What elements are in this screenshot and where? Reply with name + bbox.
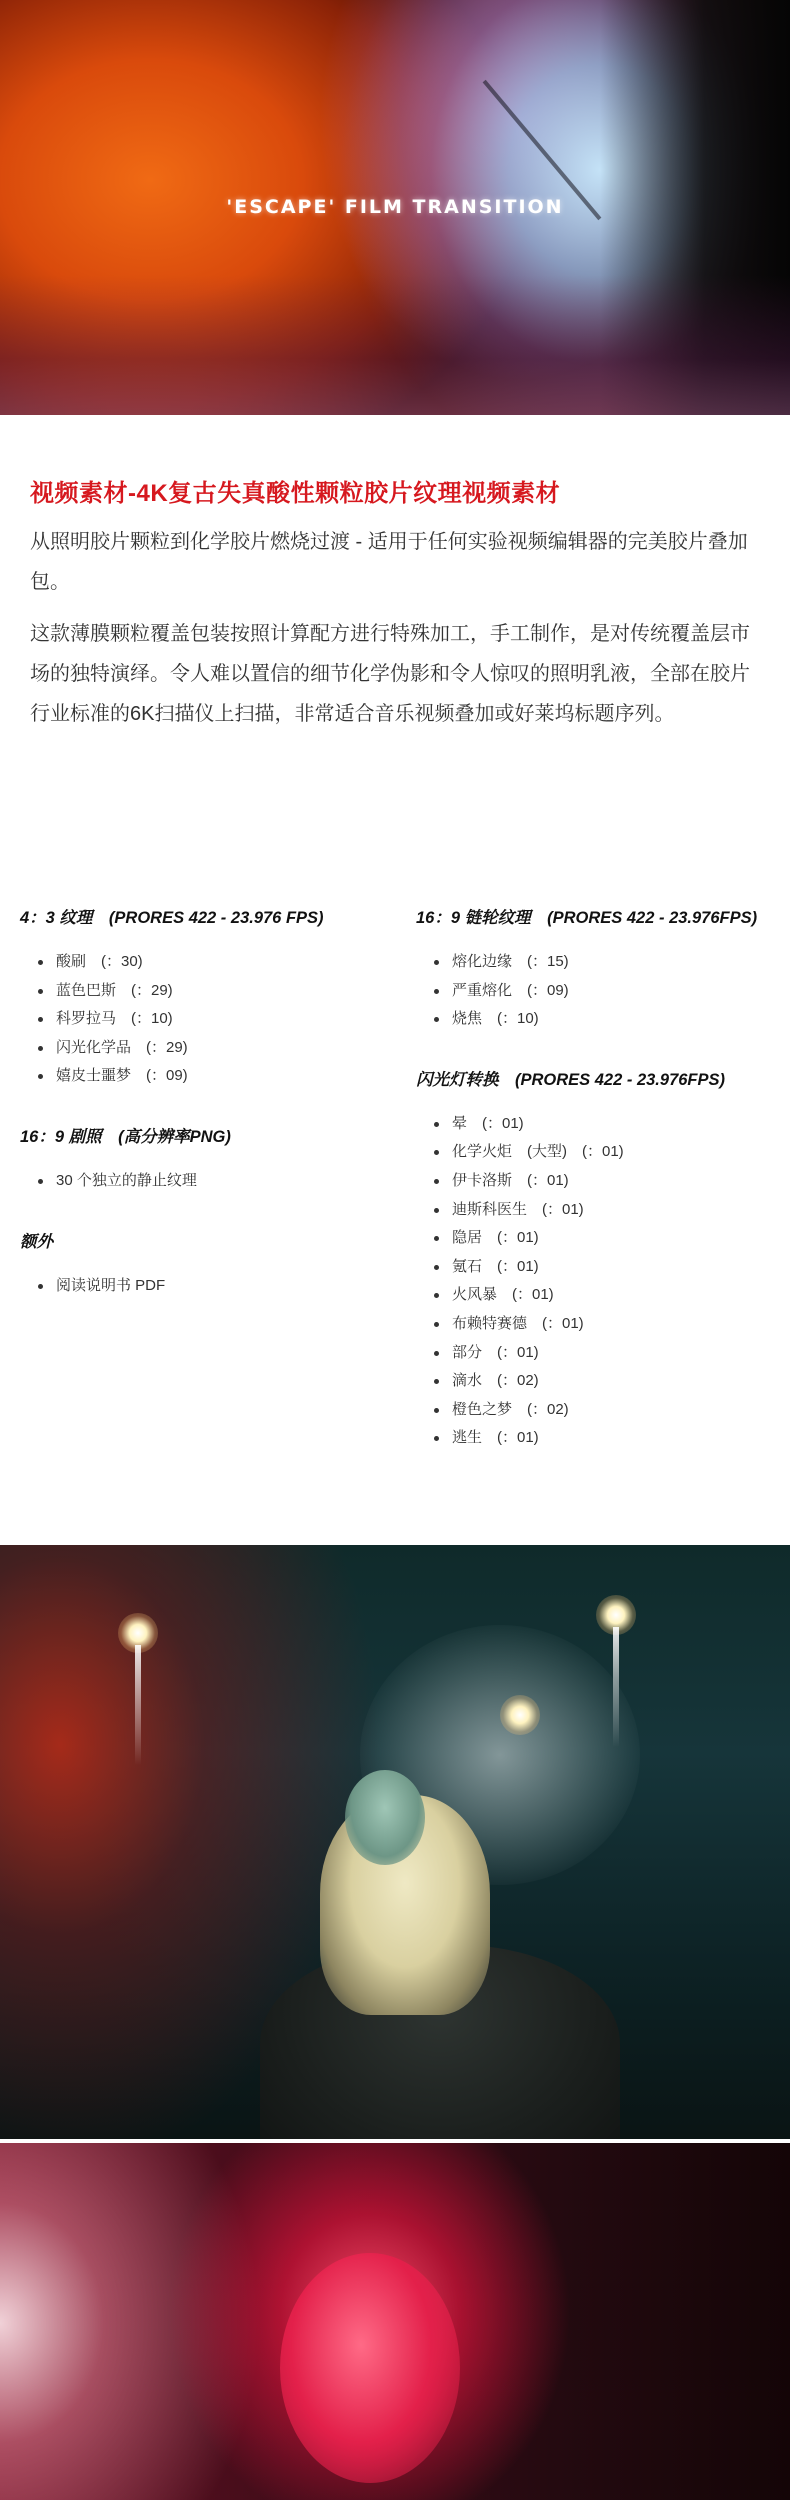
light-ray-right <box>613 1627 619 1747</box>
spec-item: 严重熔化 (：09) <box>416 977 790 1006</box>
spec-item: 火风暴 (：01) <box>416 1281 790 1310</box>
spec-item: 逃生 (：01) <box>416 1424 790 1453</box>
article-paragraph-1: 从照明胶片颗粒到化学胶片燃烧过渡 - 适用于任何实验视频编辑器的完美胶片叠加包。 <box>30 531 748 593</box>
spec-item: 橙色之梦 (：02) <box>416 1396 790 1425</box>
article-paragraph-2: 这款薄膜颗粒覆盖包装按照计算配方进行特殊加工，手工制作，是对传统覆盖层市场的独特演绎。令人难以置信的细节化学伪影和令人惊叹的照明乳液，全部在胶片行业标准的6K扫描仪上扫描，非常适合音乐视频叠加或好莱坞标题序列。 <box>30 623 750 725</box>
article-heading: 视频素材-4K复古失真酸性颗粒胶片纹理视频素材 <box>30 480 561 507</box>
spec-list <box>20 1167 390 1196</box>
light-center <box>500 1695 540 1735</box>
spec-item: 部分 (：01) <box>416 1339 790 1368</box>
spec-item: 科罗拉马 (：10) <box>20 1005 390 1034</box>
light-ray-left <box>135 1645 141 1765</box>
hero-banner <box>0 0 790 415</box>
spec-item: 滴水 (：02) <box>416 1367 790 1396</box>
spec-item: 烧焦 (：10) <box>416 1005 790 1034</box>
spec-item: 化学火炬 (大型) (：01) <box>416 1138 790 1167</box>
spec-list <box>20 1272 390 1301</box>
spec-title: 额外 <box>20 1232 53 1251</box>
spec-list <box>416 1110 790 1453</box>
hero-fade <box>0 275 790 415</box>
article <box>30 476 760 746</box>
spec-item: 30 个独立的静止纹理 <box>20 1167 390 1196</box>
spec-item: 晕 (：01) <box>416 1110 790 1139</box>
spec-item: 酸刷 (：30) <box>20 948 390 977</box>
figure-head <box>280 2253 460 2483</box>
spec-item: 蓝色巴斯 (：29) <box>20 977 390 1006</box>
spec-item: 氪石 (：01) <box>416 1253 790 1282</box>
spec-item: 隐居 (：01) <box>416 1224 790 1253</box>
spec-column-right <box>416 906 790 1487</box>
spec-title: 16：9 剧照 (高分辨率PNG) <box>20 1127 231 1146</box>
spec-column-left <box>20 906 390 1334</box>
spec-item: 伊卡洛斯 (：01) <box>416 1167 790 1196</box>
spec-item: 熔化边缘 (：15) <box>416 948 790 977</box>
spec-item: 布赖特赛德 (：01) <box>416 1310 790 1339</box>
spec-item: 闪光化学品 (：29) <box>20 1034 390 1063</box>
spec-item: 阅读说明书 PDF <box>20 1272 390 1301</box>
spec-item: 迪斯科医生 (：01) <box>416 1196 790 1225</box>
spec-title: 闪光灯转换 (PRORES 422 - 23.976FPS) <box>416 1070 726 1089</box>
spec-list <box>416 948 790 1034</box>
figure-face <box>345 1770 425 1865</box>
photo-red-portrait <box>0 2143 790 2500</box>
spec-title: 16：9 链轮纹理 (PRORES 422 - 23.976FPS) <box>416 909 758 927</box>
photo-smoke-portrait <box>0 1545 790 2139</box>
spec-list <box>20 948 390 1091</box>
hero-title: 'ESCAPE' FILM TRANSITION <box>226 196 564 218</box>
spec-item: 嬉皮士噩梦 (：09) <box>20 1062 390 1091</box>
spec-title: 4：3 纹理 (PRORES 422 - 23.976 FPS) <box>20 909 324 927</box>
